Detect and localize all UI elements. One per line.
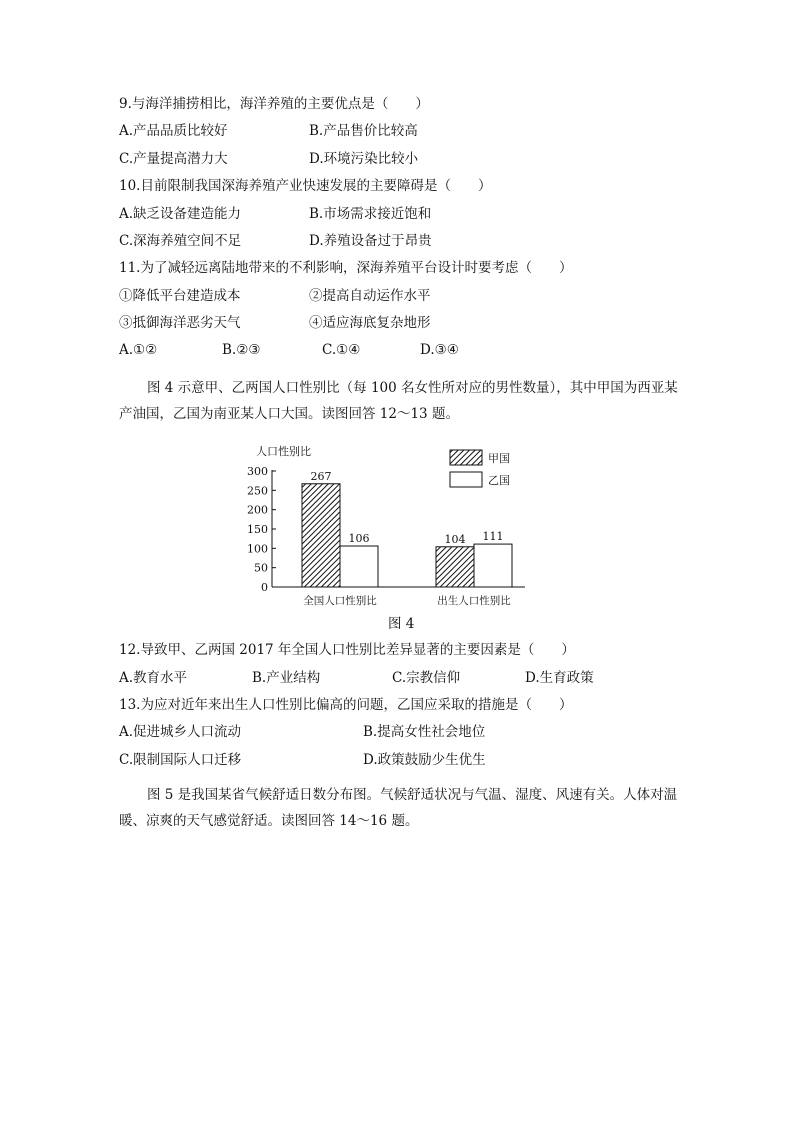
q13-stem: 13.为应对近年来出生人口性别比偏高的问题，乙国应采取的措施是（ ） [119, 697, 573, 713]
q9-stem: 9.与海洋捕捞相比，海洋养殖的主要优点是（ ） [119, 96, 429, 112]
y-tick-label: 50 [254, 561, 268, 575]
q11-item-4: ④适应海底复杂地形 [309, 315, 431, 331]
legend-swatch [450, 450, 482, 465]
q13-option-d: D.政策鼓励少生优生 [363, 752, 486, 768]
bar [474, 544, 512, 587]
y-tick-label: 200 [247, 503, 268, 517]
figure-4-caption: 图 4 [388, 616, 415, 632]
q11-option-a: A.①② [119, 342, 158, 358]
fig4-intro-paragraph: 图 4 示意甲、乙两国人口性别比（每 100 名女性所对应的男性数量），其中甲国为西亚某产油国，乙国为南亚某人口大国。读图回答 12～13 题。 [119, 380, 678, 422]
q11-option-d: D.③④ [420, 342, 459, 358]
q12-option-c: C.宗教信仰 [392, 670, 461, 686]
data-label: 104 [444, 532, 466, 546]
q11-stem: 11.为了减轻远离陆地带来的不利影响，深海养殖平台设计时要考虑（ ） [119, 260, 573, 276]
y-tick-label: 150 [247, 523, 268, 536]
legend-label: 甲国 [488, 452, 510, 465]
q11-item-3: ③抵御海洋恶劣天气 [119, 315, 241, 331]
q10-option-d: D.养殖设备过于昂贵 [309, 233, 432, 249]
y-tick-label: 300 [247, 465, 268, 478]
bar [302, 484, 340, 587]
y-tick-label: 100 [247, 542, 268, 556]
q10-stem: 10.目前限制我国深海养殖产业快速发展的主要障碍是（ ） [119, 178, 492, 194]
q12-option-b: B.产业结构 [252, 670, 321, 686]
data-label: 267 [310, 469, 332, 483]
y-tick-label: 0 [261, 581, 268, 594]
q12-stem: 12.导致甲、乙两国 2017 年全国人口性别比差异显著的主要因素是（ ） [119, 642, 575, 658]
q9-option-a: A.产品品质比较好 [119, 123, 228, 139]
q11-option-c: C.①④ [322, 342, 361, 358]
q10-option-c: C.深海养殖空间不足 [119, 233, 242, 249]
q13-option-a: A.促进城乡人口流动 [119, 724, 242, 740]
legend-label: 乙国 [488, 474, 510, 487]
q11-option-b: B.②③ [222, 342, 261, 358]
q12-option-a: A.教育水平 [119, 670, 188, 686]
q13-option-c: C.限制国际人口迁移 [119, 752, 242, 768]
data-label: 111 [482, 530, 504, 544]
q10-option-a: A.缺乏设备建造能力 [119, 206, 242, 222]
q12-option-d: D.生育政策 [525, 670, 594, 686]
x-tick-label: 全国人口性别比 [303, 595, 377, 607]
q11-item-1: ①降低平台建造成本 [119, 288, 241, 304]
bar [436, 547, 474, 587]
q9-option-b: B.产品售价比较高 [309, 123, 418, 139]
bar [340, 546, 378, 587]
y-axis-label: 人口性别比 [256, 445, 311, 458]
q11-item-2: ②提高自动运作水平 [309, 288, 431, 304]
q9-option-d: D.环境污染比较小 [309, 151, 419, 167]
q10-option-b: B.市场需求接近饱和 [309, 206, 432, 222]
data-label: 106 [348, 532, 370, 546]
fig5-intro-paragraph: 图 5 是我国某省气候舒适日数分布图。气候舒适状况与气温、湿度、风速有关。人体对温暖、凉爽的天气感觉舒适。读图回答 14～16 题。 [119, 787, 678, 829]
population-sex-ratio-chart [230, 440, 530, 612]
legend-swatch [450, 472, 482, 487]
q13-option-b: B.提高女性社会地位 [363, 724, 486, 740]
q9-option-c: C.产量提高潜力大 [119, 151, 228, 167]
x-tick-label: 出生人口性别比 [437, 595, 511, 607]
y-tick-label: 250 [247, 484, 268, 498]
